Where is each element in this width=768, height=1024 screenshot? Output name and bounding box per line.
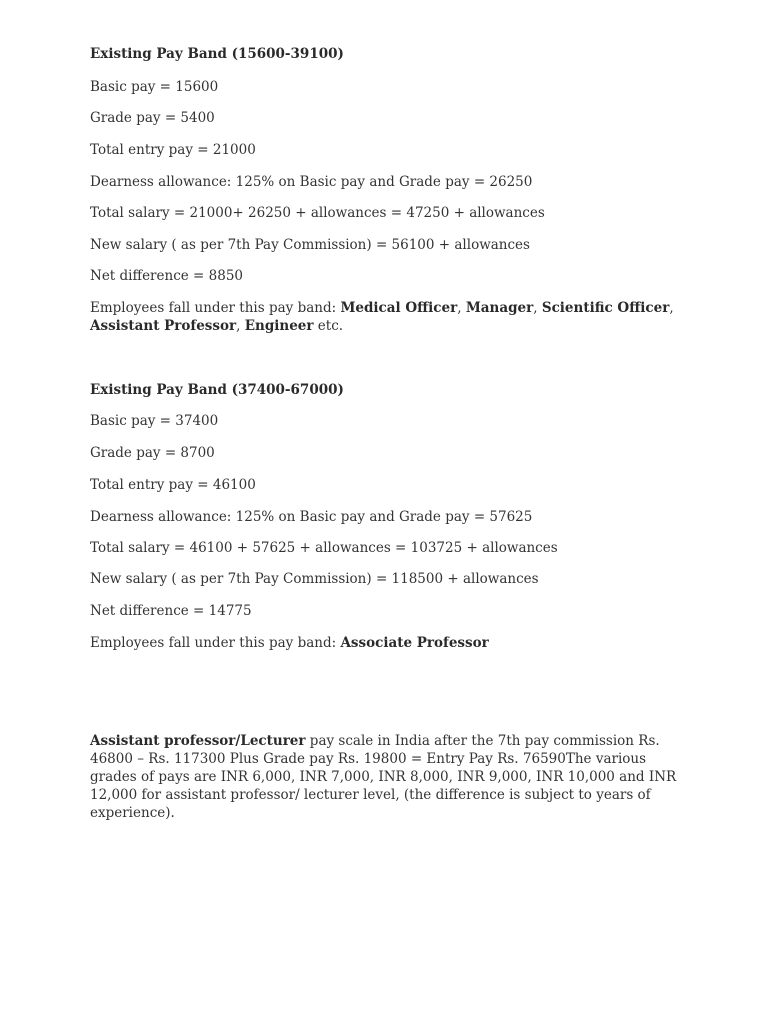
section1-separator: , (669, 300, 674, 316)
section1-heading: Existing Pay Band (15600-39100) (90, 46, 344, 62)
section2-new-salary: New salary ( as per 7th Pay Commission) = 118500 + allowances (90, 571, 539, 587)
section1-role-scientific-officer: Scientific Officer (541, 300, 670, 316)
section3-bold-lead: Assistant professor/Lecturer (90, 733, 306, 749)
section2-role-associate-professor: Associate Professor (340, 635, 489, 651)
section1-suffix: etc. (313, 318, 344, 334)
section1-role-manager: Manager (465, 300, 534, 316)
section1-separator: , (533, 300, 542, 316)
section2-total-salary: Total salary = 46100 + 57625 + allowances = 103725 + allowances (90, 540, 558, 556)
section1-employees-line2 (90, 317, 343, 335)
section1-separator: , (457, 300, 466, 316)
section1-employees-line1 (90, 299, 674, 317)
section2-dearness: Dearness allowance: 125% on Basic pay and Grade pay = 57625 (90, 509, 533, 525)
section2-employees-line (90, 634, 489, 652)
section1-grade-pay: Grade pay = 5400 (90, 110, 215, 126)
section2-grade-pay: Grade pay = 8700 (90, 445, 215, 461)
section2-heading: Existing Pay Band (37400-67000) (90, 382, 344, 398)
section3-paragraph (90, 732, 690, 822)
section1-basic-pay: Basic pay = 15600 (90, 79, 219, 95)
section3-body: pay scale in India after the 7th pay commission Rs. 46800 – Rs. 117300 Plus Grade pay Rs. 19800 = Entry Pay Rs. 76590The various grades of pays are INR 6,000, INR 7,000, INR 8,000, INR 9,000, INR 10,000 and INR 12,000 for assistant professor/ lecturer level, (the difference is subject to years of experience). (90, 733, 677, 821)
section1-net-difference: Net difference = 8850 (90, 268, 243, 284)
section1-role-assistant-professor: Assistant Professor (90, 318, 237, 334)
section2-employees-prefix: Employees fall under this pay band: (90, 635, 341, 651)
section2-basic-pay: Basic pay = 37400 (90, 413, 219, 429)
section1-role-engineer: Engineer (244, 318, 314, 334)
section1-total-salary: Total salary = 21000+ 26250 + allowances = 47250 + allowances (90, 205, 545, 221)
section1-role-medical-officer: Medical Officer (340, 300, 458, 316)
section1-separator: , (236, 318, 245, 334)
section1-dearness: Dearness allowance: 125% on Basic pay and Grade pay = 26250 (90, 174, 533, 190)
section1-new-salary: New salary ( as per 7th Pay Commission) = 56100 + allowances (90, 237, 530, 253)
section2-net-difference: Net difference = 14775 (90, 603, 252, 619)
section1-employees-prefix: Employees fall under this pay band: (90, 300, 341, 316)
section2-total-entry: Total entry pay = 46100 (90, 477, 256, 493)
section1-total-entry: Total entry pay = 21000 (90, 142, 256, 158)
